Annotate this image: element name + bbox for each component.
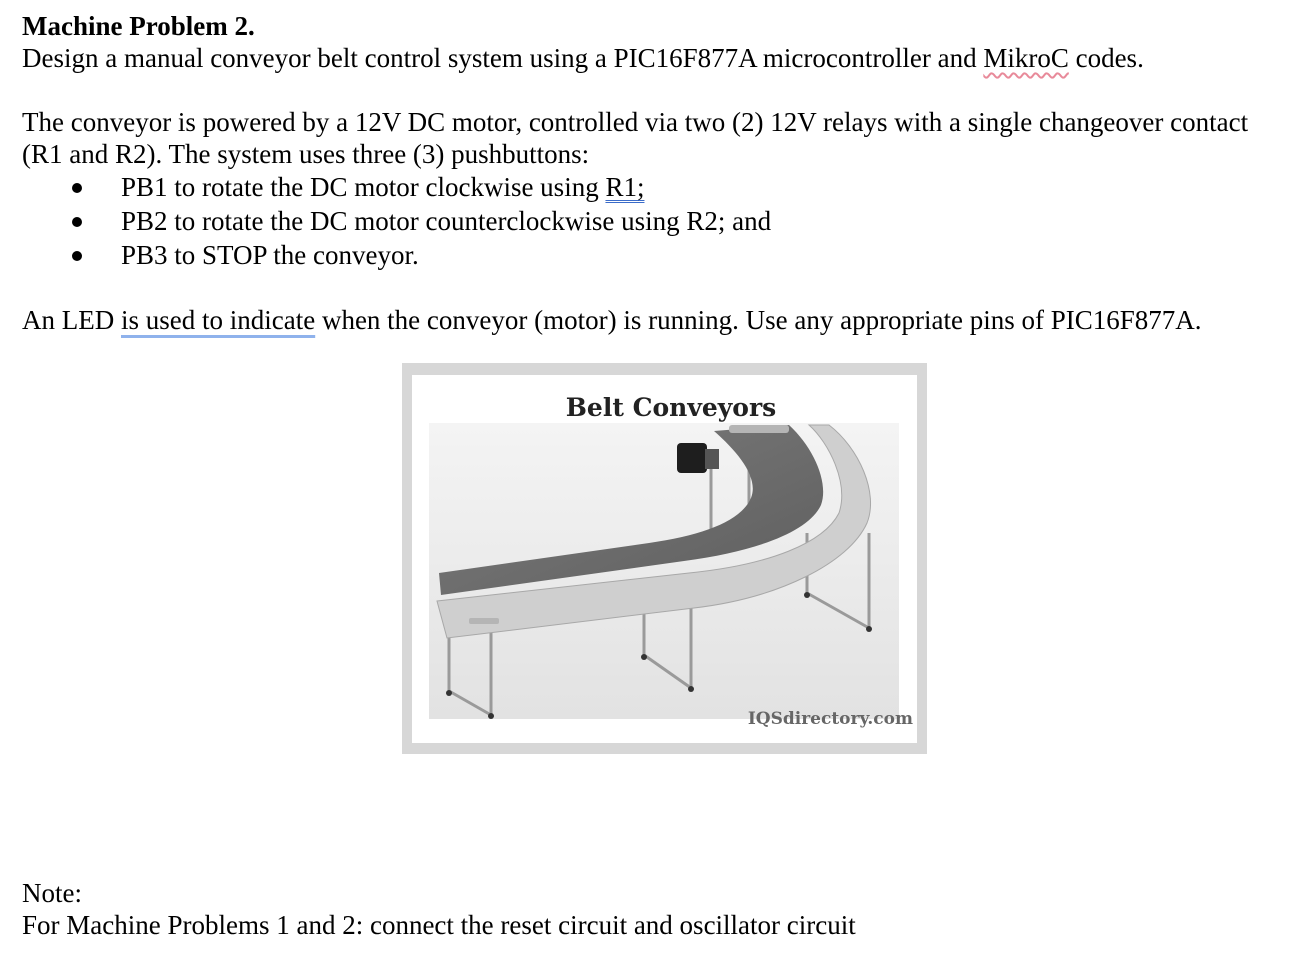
bullet-icon: [72, 217, 82, 227]
r1-word: R1;: [605, 172, 645, 202]
pushbutton-list: [22, 170, 1284, 272]
note-section: [22, 877, 856, 941]
note-text: For Machine Problems 1 and 2: connect the reset circuit and oscillator circuit: [22, 910, 856, 940]
paragraph-gap: [22, 272, 1284, 304]
document-body: [22, 10, 1284, 336]
figure-credit: IQSdirectory.com: [747, 709, 913, 729]
intro-text-end: codes.: [1068, 43, 1144, 73]
intro-text-start: Design a manual conveyor belt control system using a PIC16F877A microcontroller and: [22, 43, 984, 73]
intro-line: [22, 42, 1284, 74]
paragraph-1-line-2: (R1 and R2). The system uses three (3) pushbuttons:: [22, 139, 590, 169]
paragraph-2: [22, 304, 1284, 336]
paragraph-2-start: An LED: [22, 305, 121, 335]
paragraph-1-line-1: The conveyor is powered by a 12V DC motor, controlled via two (2) 12V relays with a single changeover contact: [22, 107, 1249, 137]
figure-canvas: [412, 375, 917, 743]
list-item: [22, 238, 1284, 272]
figure-title: Belt Conveyors: [565, 393, 777, 422]
paragraph-gap: [22, 74, 1284, 106]
bullet-icon: [72, 251, 82, 261]
indicate-phrase: is used to indicate: [120, 305, 316, 335]
conveyor-illustration: [429, 423, 899, 719]
mikroc-word: MikroC: [983, 43, 1069, 73]
bullet-text: PB2 to rotate the DC motor counterclockwise using R2; and: [121, 206, 772, 236]
list-item: [22, 170, 1284, 204]
bullet-text: PB1 to rotate the DC motor clockwise using: [121, 172, 606, 202]
problem-title: Machine Problem 2.: [22, 11, 255, 41]
belt-conveyor-figure: [402, 363, 927, 754]
paragraph-2-end: when the conveyor (motor) is running. Use any appropriate pins of PIC16F877A.: [315, 305, 1202, 335]
bullet-text: PB3 to STOP the conveyor.: [121, 240, 419, 270]
bullet-icon: [72, 183, 82, 193]
list-item: [22, 204, 1284, 238]
note-label: Note:: [22, 878, 82, 908]
